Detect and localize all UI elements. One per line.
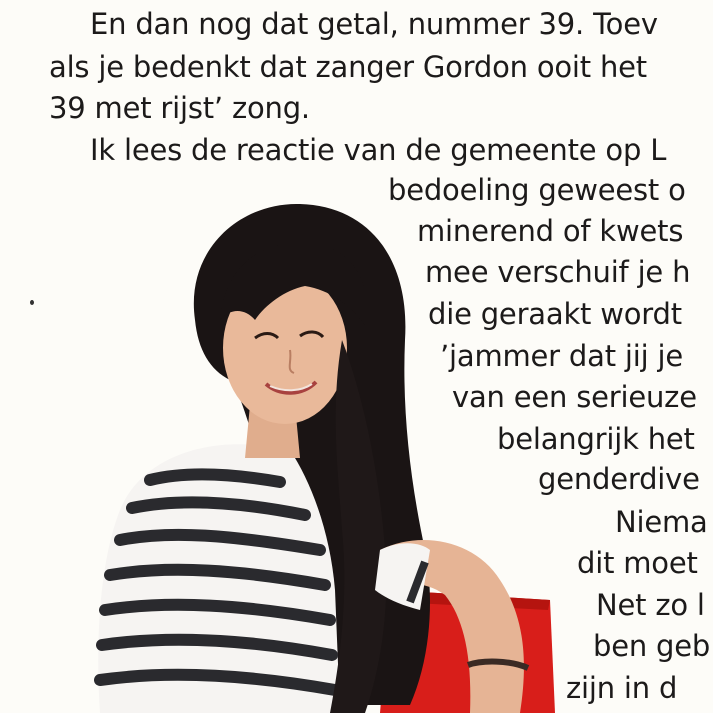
print-speck xyxy=(30,300,34,305)
article-line-4: Ik lees de reactie van de gemeente op L xyxy=(90,133,667,167)
article-line-1: En dan nog dat getal, nummer 39. Toev xyxy=(90,7,658,41)
article-line-17: zijn in d xyxy=(566,671,678,705)
article-line-5: bedoeling geweest o xyxy=(388,173,686,207)
article-line-3: 39 met rijst’ zong. xyxy=(49,91,310,125)
article-line-14: dit moet xyxy=(577,546,698,580)
article-line-7: mee verschuif je h xyxy=(425,255,691,289)
portrait-photo xyxy=(80,190,580,713)
article-line-15: Net zo l xyxy=(596,588,705,622)
article-line-13: Niema xyxy=(615,505,708,539)
article-line-12: genderdive xyxy=(538,462,700,496)
article-line-2: als je bedenkt dat zanger Gordon ooit het xyxy=(49,50,647,84)
striped-top xyxy=(98,444,340,713)
article-line-16: ben geb xyxy=(593,629,711,663)
article-line-11: belangrijk het xyxy=(497,422,695,456)
portrait-illustration xyxy=(80,190,580,713)
article-line-9: ’jammer dat jij je xyxy=(440,339,683,373)
article-line-8: die geraakt wordt xyxy=(428,297,682,331)
article-line-6: minerend of kwets xyxy=(417,214,684,248)
article-line-10: van een serieuze xyxy=(452,380,697,414)
